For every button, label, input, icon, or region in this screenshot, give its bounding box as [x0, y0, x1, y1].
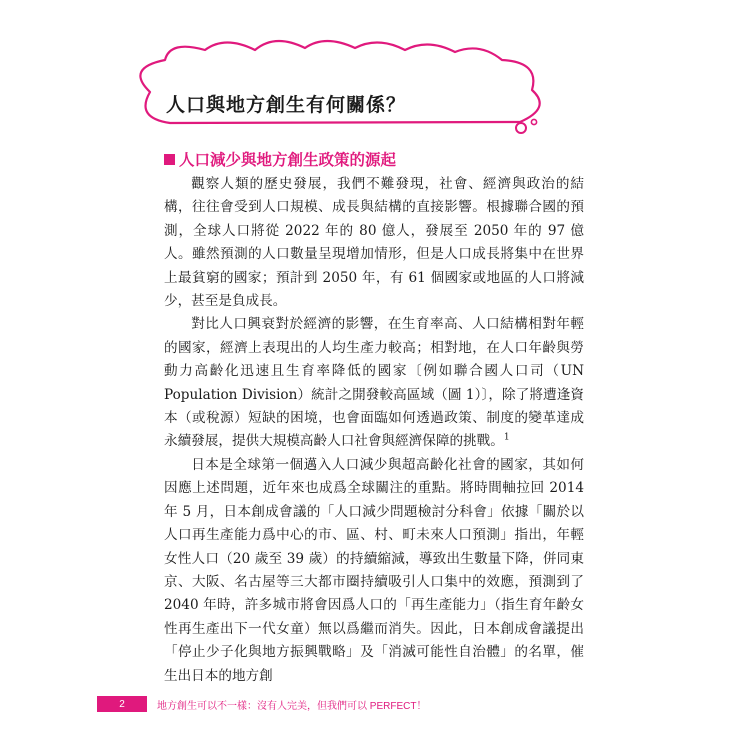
section-heading	[164, 148, 396, 170]
section-square-icon	[164, 154, 175, 165]
page-number: 2	[97, 696, 147, 712]
paragraph-3: 日本是全球第一個邁入人口減少與超高齡化社會的國家，其如何因應上述問題，近年來也成爲全球關注的重點。將時間軸拉回 2014 年 5 月，日本創成會議的「人口減少問題檢討分科會」依據「關於以人口再生產能力爲中心的市、區、村、町未來人口預測」指出，年輕女性人口（20 歲至 39 歲）的持續縮減，導致出生數量下降，併同東京、大阪、名古屋等三大都市圈持續吸引人口集中的效應，預測到了 2040 年時，許多城市將會因爲人口的「再生產能力」（指生育年齡女性再生產出下一代女童）無以爲繼而消失。因此，日本創成會議提出「停止少子化與地方振興戰略」及「消滅可能性自治體」的名單，催生出日本的地方創	[164, 456, 584, 684]
page-title: 人口與地方創生有何關係？	[166, 94, 407, 116]
paragraph-1: 觀察人類的歷史發展，我們不難發現，社會、經濟與政治的結構，往往會受到人口規模、成長與結構的直接影響。根據聯合國的預測，全球人口將從 2022 年的 80 億人，發展至 2050 年的 97 億人。雖然預測的人口數量呈現增加情形，但是人口成長將集中在世界上最貧窮的國家；預計到 2050 年，有 61 個國家或地區的人口將減少，甚至是負成長。	[164, 176, 584, 310]
paragraph-2	[164, 313, 584, 453]
body-text	[164, 173, 584, 688]
footnote-ref[interactable]: 1	[503, 432, 510, 443]
section-heading-text: 人口減少與地方創生政策的源起	[179, 150, 397, 169]
paragraph-2-text: 對比人口興衰對於經濟的影響，在生育率高、人口結構相對年輕的國家，經濟上表現出的人均生產力較高；相對地，在人口年齡與勞動力高齡化迅速且生育率降低的國家〔例如聯合國人口司（UN Population Division）統計之開發較高區域（圖 1）〕，除了將遭逢資本（或稅源）短缺的困境，也會面臨如何透過政策、制度的變革達成永續發展，提供大規模高齡人口社會與經濟保障的挑戰。	[164, 316, 584, 450]
title-cloud-outline	[0, 0, 750, 150]
page-footer	[97, 696, 426, 712]
running-book-title: 地方創生可以不一樣：沒有人完美，但我們可以 PERFECT！	[157, 700, 427, 712]
